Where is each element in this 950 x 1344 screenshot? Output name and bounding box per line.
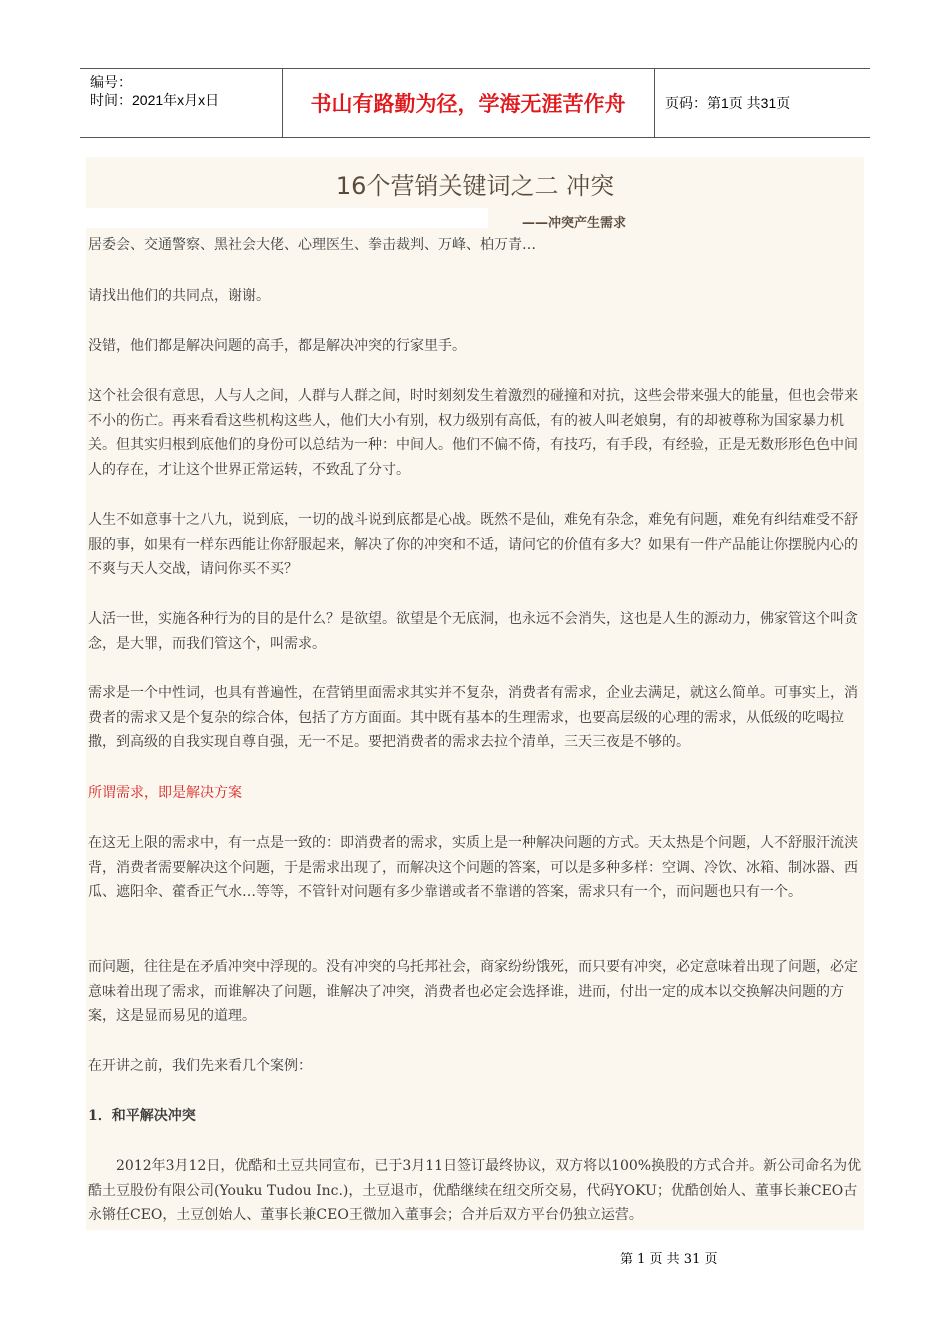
paragraph: 而问题，往往是在矛盾冲突中浮现的。没有冲突的乌托邦社会，商家纷纷饿死，而只要有冲突，必定意味着出现了问题，必定意味着出现了需求，而谁解决了问题，谁解决了冲突，消费者也必定会选择谁，进而，付出一定的成本以交换解决问题的方案，这是显而易见的道理。 [88,959,858,1024]
paragraph: 这个社会很有意思，人与人之间，人群与人群之间，时时刻刻发生着激烈的碰撞和对抗，这些会带来强大的能量，但也会带来不小的伤亡。再来看看这些机构这些人，他们大小有别，权力级别有高低，有的被人叫老娘舅，有的却被尊称为国家暴力机关。但其实归根到底他们的身份可以总结为一种：中间人。他们不偏不倚，有技巧，有手段，有经验，正是无数形形色色中间人的存在，才让这个世界正常运转，不致乱了分寸。 [88,388,858,478]
serial-label: 编号： [90,74,132,90]
paragraph: 居委会、交通警察、黑社会大佬、心理医生、拳击裁判、万峰、柏万青… [88,237,536,253]
header-motto: 书山有路勤为径，学海无涯苦作舟 [310,92,626,116]
paragraph: 人生不如意事十之八九，说到底，一切的战斗说到底都是心战。既然不是仙，难免有杂念，难免有问题，难免有纠结难受不舒服的事，如果有一样东西能让你舒服起来，解决了你的冲突和不适，请问它的价值有多大？如果有一件产品能让你摆脱内心的不爽与天人交战，请问你买不买？ [88,512,858,577]
paragraph: 请找出他们的共同点，谢谢。 [88,288,270,304]
header-divider [654,69,655,137]
page-header [80,68,870,138]
article-title: 16个营销关键词之二 冲突 [335,172,615,200]
page-footer: 第 1 页 共 31 页 [620,1252,718,1267]
case-heading: 1．和平解决冲突 [88,1108,196,1124]
article-subtitle: ——冲突产生需求 [522,216,627,231]
section-heading-red: 所谓需求，即是解决方案 [88,785,242,801]
paragraph: 2012年3月12日，优酷和土豆共同宣布，已于3月11日签订最终协议，双方将以100%换股的方式合并。新公司命名为优酷土豆股份有限公司(Youku Tudou Inc.)，土豆退市，优酷继续在纽交所交易，代码YOKU；优酷创始人、董事长兼CEO古永锵任CEO，土豆创始人、董事长兼CEO王微加入董事会；合并后双方平台仍独立运营。 [88,1158,862,1223]
paragraph: 没错，他们都是解决问题的高手，都是解决冲突的行家里手。 [88,338,466,354]
header-page-info: 页码：第1页 共31页 [665,95,791,111]
header-meta [80,69,280,137]
time-label: 时间：2021年x月x日 [90,92,220,108]
paragraph: 需求是一个中性词，也具有普遍性，在营销里面需求其实并不复杂，消费者有需求，企业去满足，就这么简单。可事实上，消费者的需求又是个复杂的综合体，包括了方方面面。其中既有基本的生理需求，也要高层级的心理的需求，从低级的吃喝拉撒，到高级的自我实现自尊自强，无一不足。要把消费者的需求去拉个清单，三天三夜是不够的。 [88,685,858,750]
paragraph: 人活一世，实施各种行为的目的是什么？是欲望。欲望是个无底洞，也永远不会消失，这也是人生的源动力，佛家管这个叫贪念，是大罪，而我们管这个，叫需求。 [88,611,858,652]
paragraph: 在开讲之前，我们先来看几个案例： [88,1058,312,1074]
paragraph: 在这无上限的需求中，有一点是一致的：即消费者的需求，实质上是一种解决问题的方式。天太热是个问题，人不舒服汗流浃背，消费者需要解决这个问题，于是需求出现了，而解决这个问题的答案，可以是多种多样：空调、冷饮、冰箱、制冰器、西瓜、遮阳伞、藿香正气水…等等，不管针对问题有多少靠谱或者不靠谱的答案，需求只有一个，而问题也只有一个。 [88,835,858,900]
subtitle-band [86,208,488,228]
